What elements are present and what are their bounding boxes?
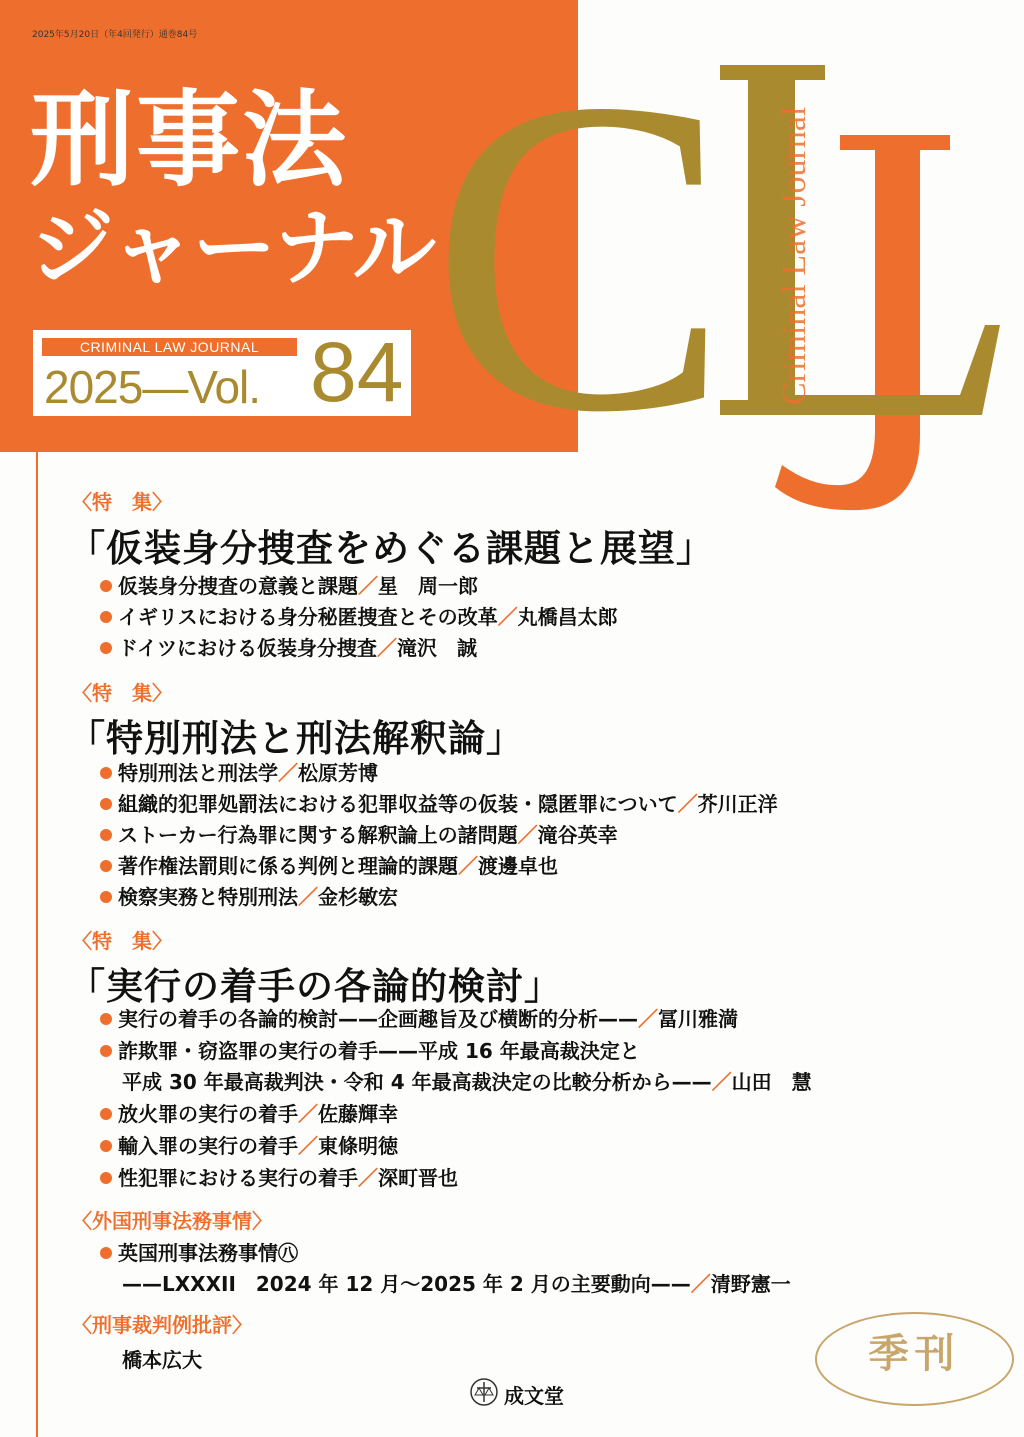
article-author: 芥川正洋 xyxy=(697,792,778,816)
bullet-icon xyxy=(100,1172,112,1184)
bullet-icon xyxy=(100,891,112,903)
article-author: 深町晋也 xyxy=(378,1166,458,1190)
article-author: 渡邊卓也 xyxy=(478,854,558,878)
publisher-logo-icon xyxy=(470,1377,498,1407)
article-author: 金杉敏宏 xyxy=(318,885,398,909)
list-item xyxy=(100,1035,640,1064)
bullet-icon xyxy=(100,642,112,654)
section-label: 〈特 集〉 xyxy=(72,929,172,953)
list-item-continuation: ——LXXXII 2024 年 12 月〜2025 年 2 月の主要動向——／清野憲一 xyxy=(122,1272,791,1296)
article-title: 検察実務と特別刑法 xyxy=(118,885,298,909)
publisher-name: 成文堂 xyxy=(504,1384,564,1408)
article-author: 松原芳博 xyxy=(298,761,378,785)
article-title: イギリスにおける身分秘匿捜査とその改革 xyxy=(118,605,498,629)
bullet-icon xyxy=(100,611,112,623)
article-author: 滝沢 誠 xyxy=(397,636,477,660)
list-item: 実行の着手の各論的検討——企画趣旨及び横断的分析——／冨川雅満 xyxy=(100,1003,738,1032)
list-item: 組織的犯罪処罰法における犯罪収益等の仮装・隠匿罪について／芥川正洋 xyxy=(100,788,778,817)
issue-year: 2025—Vol. xyxy=(44,361,261,413)
article-author: 東條明徳 xyxy=(318,1134,398,1158)
bullet-icon xyxy=(100,798,112,810)
publication-info: 2025年5月20日（年4回発行）通巻84号 xyxy=(32,30,198,40)
left-rule xyxy=(36,452,38,1437)
list-item: イギリスにおける身分秘匿捜査とその改革／丸橋昌太郎 xyxy=(100,601,618,630)
section-heading: 「実行の着手の各論的検討」 xyxy=(68,965,562,1008)
list-item: 放火罪の実行の着手／佐藤輝幸 xyxy=(100,1098,398,1127)
journal-title-sub: ジャーナル xyxy=(30,199,435,297)
section-label: 〈刑事裁判例批評〉 xyxy=(72,1313,252,1337)
list-item: 著作権法罰則に係る判例と理論的課題／渡邊卓也 xyxy=(100,850,558,879)
list-item: 性犯罪における実行の着手／深町晋也 xyxy=(100,1162,458,1191)
article-title: 輸入罪の実行の着手 xyxy=(118,1134,298,1158)
bullet-icon xyxy=(100,829,112,841)
reviewer-name: 橋本広大 xyxy=(122,1348,202,1372)
article-title: 著作権法罰則に係る判例と理論的課題 xyxy=(118,854,458,878)
bullet-icon xyxy=(100,1247,112,1259)
article-title-cont: ——LXXXII 2024 年 12 月〜2025 年 2 月の主要動向—— xyxy=(122,1272,691,1296)
article-author: 滝谷英幸 xyxy=(537,823,618,847)
article-title: 性犯罪における実行の着手 xyxy=(118,1166,358,1190)
clj-logo xyxy=(430,25,1020,525)
article-title: 実行の着手の各論的検討——企画趣旨及び横断的分析—— xyxy=(118,1007,638,1031)
list-item xyxy=(100,1237,298,1266)
list-item: ストーカー行為罪に関する解釈論上の諸問題／滝谷英幸 xyxy=(100,819,618,848)
article-title: 特別刑法と刑法学 xyxy=(118,761,278,785)
list-item: 特別刑法と刑法学／松原芳博 xyxy=(100,757,378,786)
bullet-icon xyxy=(100,1140,112,1152)
bullet-icon xyxy=(100,767,112,779)
list-item: 検察実務と特別刑法／金杉敏宏 xyxy=(100,881,398,910)
article-title: 仮装身分捜査の意義と課題 xyxy=(118,574,358,598)
list-item: 輸入罪の実行の着手／東條明徳 xyxy=(100,1130,398,1159)
section-heading: 「仮装身分捜査をめぐる課題と展望」 xyxy=(68,527,714,570)
issue-number: 84 xyxy=(310,325,404,419)
logo-script: Criminal Law Journal xyxy=(776,106,813,405)
section-label: 〈特 集〉 xyxy=(72,681,172,705)
list-item: ドイツにおける仮装身分捜査／滝沢 誠 xyxy=(100,632,477,661)
journal-title: 刑事法 xyxy=(30,79,349,201)
logo-letter-c: C xyxy=(430,25,731,505)
article-author: 山田 慧 xyxy=(731,1070,812,1094)
article-author: 星 周一郎 xyxy=(378,574,478,598)
article-title-cont: 平成 30 年最高裁判決・令和 4 年最高裁決定の比較分析から—— xyxy=(122,1070,712,1094)
article-author: 冨川雅満 xyxy=(658,1007,738,1031)
section-label: 〈特 集〉 xyxy=(72,490,172,514)
quarterly-label: 季刊 xyxy=(868,1331,961,1377)
article-title: ストーカー行為罪に関する解釈論上の諸問題 xyxy=(118,823,518,847)
article-title: 放火罪の実行の着手 xyxy=(118,1102,298,1126)
article-title: 詐欺罪・窃盗罪の実行の着手——平成 16 年最高裁決定と xyxy=(118,1039,640,1063)
section-heading: 「特別刑法と刑法解釈論」 xyxy=(68,717,524,760)
bullet-icon xyxy=(100,580,112,592)
section-label: 〈外国刑事法務事情〉 xyxy=(72,1209,272,1233)
list-item-continuation: 平成 30 年最高裁判決・令和 4 年最高裁決定の比較分析から——／山田 慧 xyxy=(122,1070,812,1094)
logo-letter-l xyxy=(720,65,1000,415)
article-title: 組織的犯罪処罰法における犯罪収益等の仮装・隠匿罪について xyxy=(118,792,678,816)
bullet-icon xyxy=(100,1108,112,1120)
list-item: 仮装身分捜査の意義と課題／星 周一郎 xyxy=(100,570,478,599)
article-title: 英国刑事法務事情㊇ xyxy=(118,1241,298,1265)
article-title: ドイツにおける仮装身分捜査 xyxy=(118,636,377,660)
bullet-icon xyxy=(100,1013,112,1025)
journal-english-name: CRIMINAL LAW JOURNAL xyxy=(42,338,297,356)
bullet-icon xyxy=(100,860,112,872)
bullet-icon xyxy=(100,1045,112,1057)
article-author: 清野憲一 xyxy=(710,1272,791,1296)
article-author: 丸橋昌太郎 xyxy=(517,605,618,629)
article-author: 佐藤輝幸 xyxy=(318,1102,398,1126)
